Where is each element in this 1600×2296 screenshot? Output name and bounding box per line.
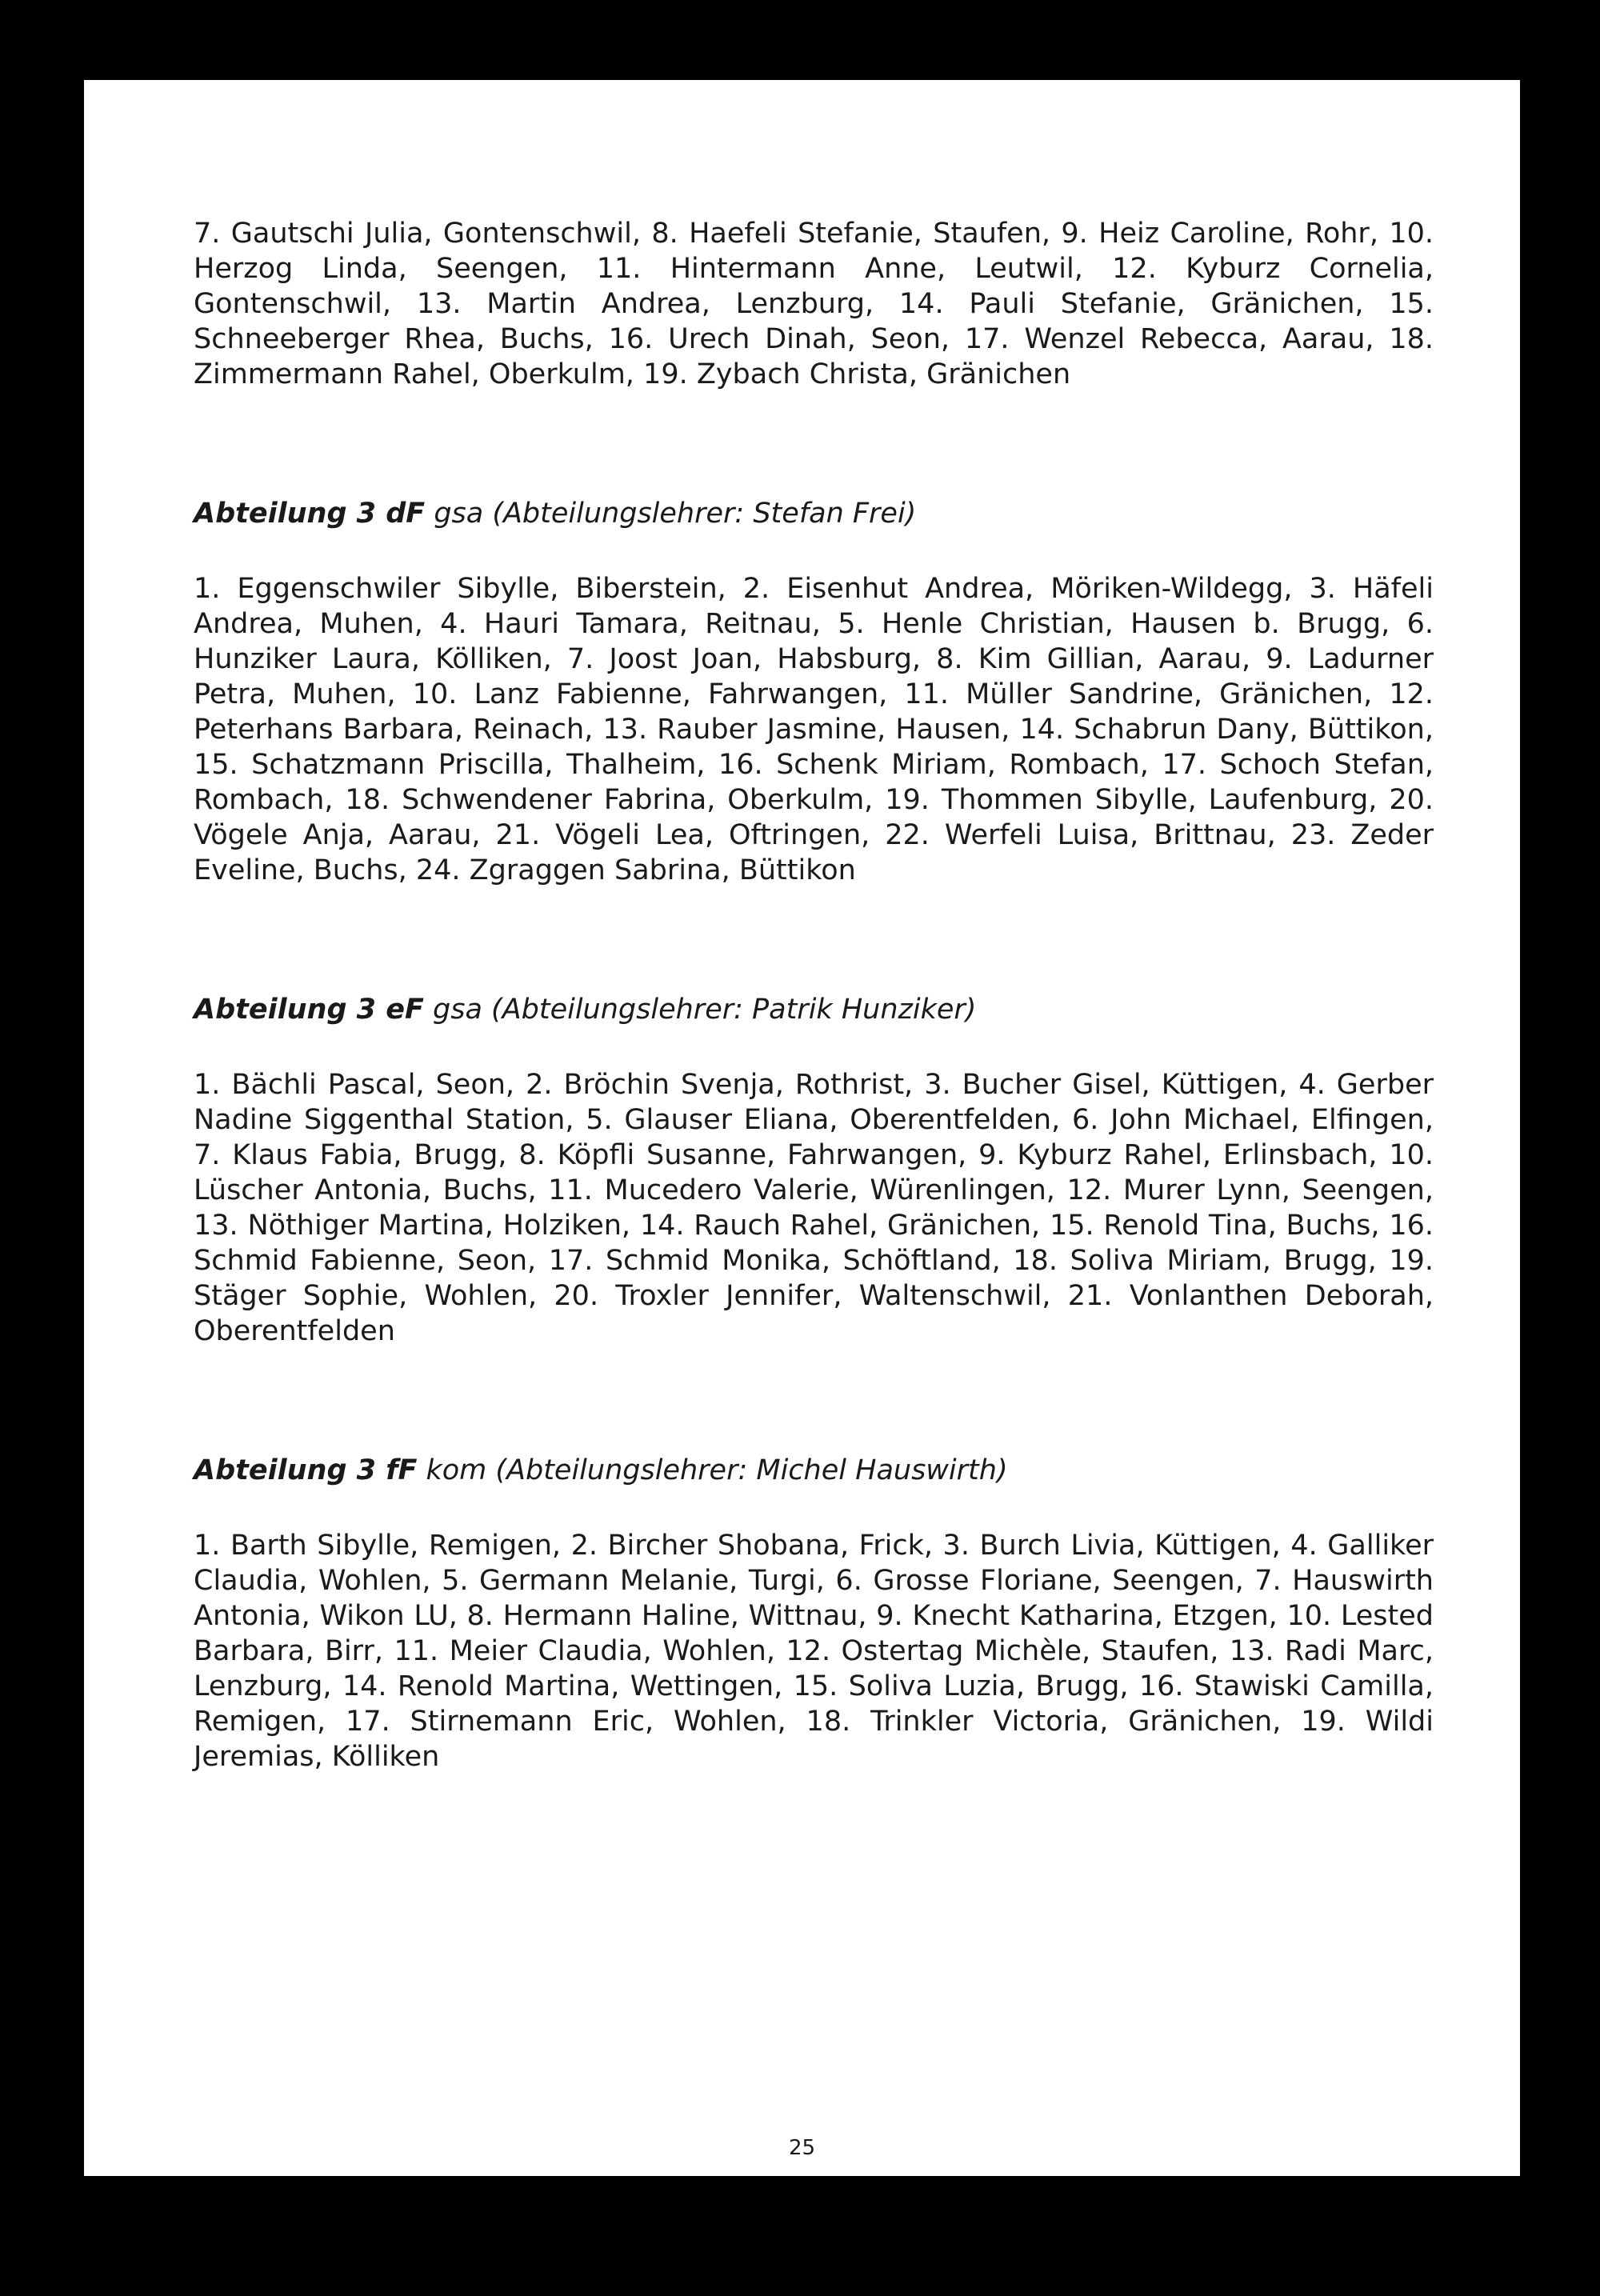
intro-paragraph: 7. Gautschi Julia, Gontenschwil, 8. Haefeli Stefanie, Staufen, 9. Heiz Caroline, Rohr, 10. Herzog Linda, Seengen, 11. Hintermann Anne, Leutwil, 12. Kyburz Cornelia, Gontenschwil, 13. Martin Andrea, Lenzburg, 14. Pauli Stefanie, Gränichen, 15. Schneeberger Rhea, Buchs, 16. Urech Dinah, Seon, 17. Wenzel Rebecca, Aarau, 18. Zimmermann Rahel, Oberkulm, 19. Zybach Christa, Gränichen <box>194 218 1434 390</box>
section-heading-label: Abteilung 3 eF <box>194 994 424 1026</box>
section-heading-label: Abteilung 3 fF <box>194 1454 418 1486</box>
page-number: 25 <box>788 2136 816 2160</box>
section-heading-label: Abteilung 3 dF <box>194 498 426 530</box>
section-heading-3df <box>194 496 1434 531</box>
document-page <box>84 80 1520 2176</box>
section-heading-teacher: kom (Abteilungslehrer: Michel Hauswirth) <box>417 1454 1008 1486</box>
section-list-3ef: 1. Bächli Pascal, Seon, 2. Bröchin Svenja, Rothrist, 3. Bucher Gisel, Küttigen, 4. Gerber Nadine Siggenthal Station, 5. Glauser Eliana, Oberentfelden, 6. John Michael, Elfingen, 7. Klaus Fabia, Brugg, 8. Köpfli Susanne, Fahrwangen, 9. Kyburz Rahel, Erlinsbach, 10. Lüscher Antonia, Buchs, 11. Mucedero Valerie, Würenlingen, 12. Murer Lynn, Seengen, 13. Nöthiger Martina, Holziken, 14. Rauch Rahel, Gränichen, 15. Renold Tina, Buchs, 16. Schmid Fabienne, Seon, 17. Schmid Monika, Schöftland, 18. Soliva Miriam, Brugg, 19. Stäger Sophie, Wohlen, 20. Troxler Jennifer, Waltenschwil, 21. Vonlanthen Deborah, Oberentfelden <box>194 1069 1434 1347</box>
section-list-3ff: 1. Barth Sibylle, Remigen, 2. Bircher Shobana, Frick, 3. Burch Livia, Küttigen, 4. Galliker Claudia, Wohlen, 5. Germann Melanie, Turgi, 6. Grosse Floriane, Seengen, 7. Hauswirth Antonia, Wikon LU, 8. Hermann Haline, Wittnau, 9. Knecht Katharina, Etzgen, 10. Lested Barbara, Birr, 11. Meier Claudia, Wohlen, 12. Ostertag Michèle, Staufen, 13. Radi Marc, Lenzburg, 14. Renold Martina, Wettingen, 15. Soliva Luzia, Brugg, 16. Stawiski Camilla, Remigen, 17. Stirnemann Eric, Wohlen, 18. Trinkler Victoria, Gränichen, 19. Wildi Jeremias, Kölliken <box>194 1530 1434 1773</box>
section-heading-3ef <box>194 992 1434 1027</box>
section-heading-3ff <box>194 1453 1434 1488</box>
section-heading-teacher: gsa (Abteilungslehrer: Stefan Frei) <box>425 498 917 530</box>
page-content <box>194 216 1434 1774</box>
section-heading-teacher: gsa (Abteilungslehrer: Patrik Hunziker) <box>423 994 977 1026</box>
section-list-3df: 1. Eggenschwiler Sibylle, Biberstein, 2. Eisenhut Andrea, Möriken-Wildegg, 3. Häfeli Andrea, Muhen, 4. Hauri Tamara, Reitnau, 5. Henle Christian, Hausen b. Brugg, 6. Hunziker Laura, Kölliken, 7. Joost Joan, Habsburg, 8. Kim Gillian, Aarau, 9. Ladurner Petra, Muhen, 10. Lanz Fabienne, Fahrwangen, 11. Müller Sandrine, Gränichen, 12. Peterhans Barbara, Reinach, 13. Rauber Jasmine, Hausen, 14. Schabrun Dany, Büttikon, 15. Schatzmann Priscilla, Thalheim, 16. Schenk Miriam, Rombach, 17. Schoch Stefan, Rombach, 18. Schwendener Fabrina, Oberkulm, 19. Thommen Sibylle, Laufenburg, 20. Vögele Anja, Aarau, 21. Vögeli Lea, Oftringen, 22. Werfeli Luisa, Brittnau, 23. Zeder Eveline, Buchs, 24. Zgraggen Sabrina, Büttikon <box>194 573 1434 886</box>
